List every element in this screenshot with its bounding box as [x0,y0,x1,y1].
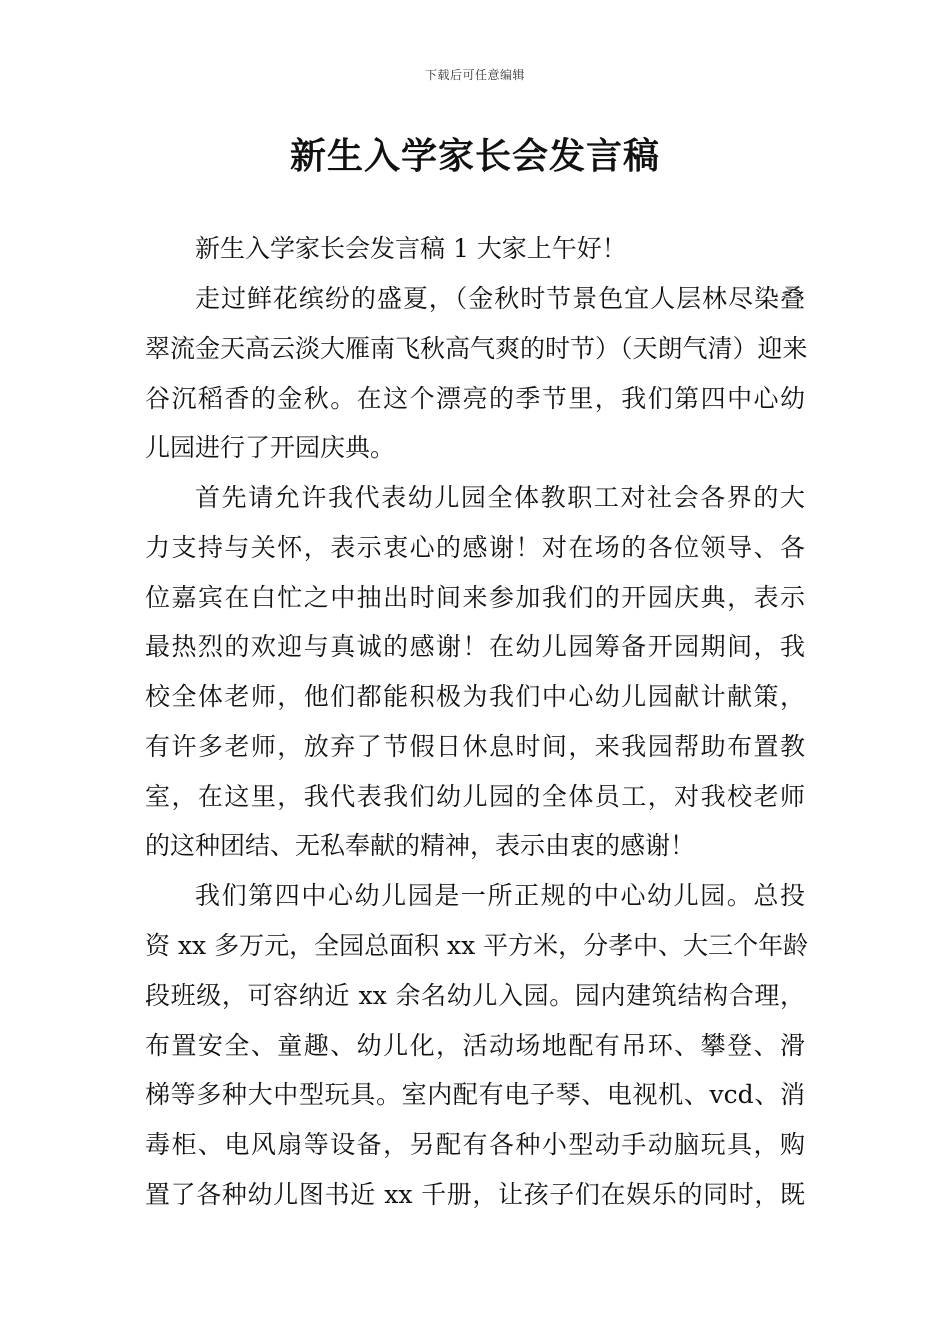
paragraph-line: 室，在这里，我代表我们幼儿园的全体员工，对我校老师 [145,782,805,811]
paragraph-line: 儿园进行了开园庆典。 [145,433,396,462]
paragraph-line: 有许多老师，放弃了节假日休息时间，来我园帮助布置教 [145,732,805,761]
paragraph-line: 走过鲜花缤纷的盛夏，（金秋时节景色宜人层林尽染叠 [195,284,805,313]
paragraph-line: 的这种团结、无私奉献的精神，表示由衷的感谢！ [145,831,696,860]
paragraph-line: 位嘉宾在白忙之中抽出时间来参加我们的开园庆典，表示 [145,583,805,612]
paragraph-line: 新生入学家长会发言稿 1 大家上午好！ [195,234,627,263]
paragraph-line: 最热烈的欢迎与真诚的感谢！在幼儿园筹备开园期间，我 [145,632,805,661]
paragraph-line: 校全体老师，他们都能积极为我们中心幼儿园献计献策， [145,682,805,711]
paragraph-line: 翠流金天高云淡大雁南飞秋高气爽的时节）（天朗气清）迎来 [145,334,808,363]
header-note: 下载后可任意编辑 [424,68,525,82]
paragraph-line: 谷沉稻香的金秋。在这个漂亮的季节里，我们第四中心幼 [145,384,805,413]
paragraph-line: 首先请允许我代表幼儿园全体教职工对社会各界的大 [195,483,805,512]
paragraph-line: 我们第四中心幼儿园是一所正规的中心幼儿园。总投 [195,881,805,910]
paragraph-line: 力支持与关怀，表示衷心的感谢！对在场的各位领导、各 [145,533,805,562]
paragraph-line: 梯等多种大中型玩具。室内配有电子琴、电视机、vcd、消 [145,1080,805,1109]
paragraph-line: 段班级，可容纳近 xx 余名幼儿入园。园内建筑结构合理， [145,981,805,1010]
paragraph-line: 置了各种幼儿图书近 xx 千册，让孩子们在娱乐的同时，既 [145,1180,805,1209]
paragraph-line: 毒柜、电风扇等设备，另配有各种小型动手动脑玩具，购 [145,1130,805,1159]
paragraph-line: 布置安全、童趣、幼儿化，活动场地配有吊环、攀登、滑 [145,1031,805,1060]
paragraph-line: 资 xx 多万元，全园总面积 xx 平方米，分孝中、大三个年龄 [145,931,809,960]
document-title: 新生入学家长会发言稿 [289,135,660,177]
